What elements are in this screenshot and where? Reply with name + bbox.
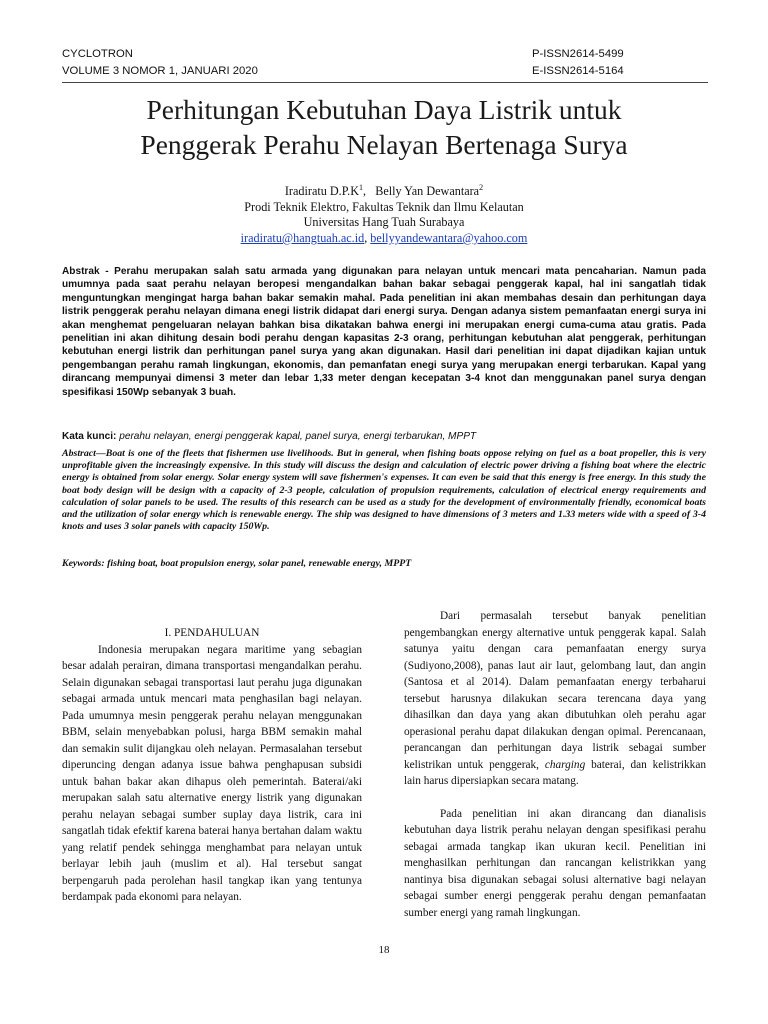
- keywords-id-text: perahu nelayan, energi penggerak kapal, panel surya, energi terbarukan, MPPT: [119, 431, 477, 442]
- email-line: [60, 231, 708, 247]
- intro-paragraph-2-b: baterai, dan kelistrikkan lain harus dipersiapkan secara matang.: [404, 758, 706, 787]
- author-2: Belly Yan Dewantara: [375, 184, 480, 199]
- affiliation-dept: Prodi Teknik Elektro, Fakultas Teknik dan Ilmu Kelautan: [244, 199, 524, 214]
- intro-paragraph-1: Indonesia merupakan negara maritime yang sebagian besar adalah perairan, dimana transportasi mengandalkan perahu. Selain digunakan sebagai transportasi laut perahu juga digunakan sebagai armada untuk mencari mata penghasilan bagi nelayan. Pada umumnya mesin penggerak perahu nelayan menggunakan BBM, selain menyebabkan polusi, harga BBM semakin mahal dan semakin sulit dijangkau oleh nelayan. Permasalahan tersebut diperuncing dengan adanya issue bahwa penghapusan subsidi untuk bahan bakar akan dihapus oleh pemerintah. Baterai/aki merupakan salah satu alternative energy listrik yang digunakan perahu nelayan sebagai sumber suplay daya listrik, cara ini sangatlah tidak efektif karena baterai hanya bertahan dalam waktu yang relatif pendek sehingga menghambat para nelayan untuk berlayar lebih jauh (muslim et al). Hal tersebut sangat berpengaruh pada perolehan hasil tangkap ikan yang tentunya berdampak pada ekonomi para nelayan.: [62, 643, 362, 903]
- email-link-1[interactable]: iradiratu@hangtuah.ac.id: [240, 230, 365, 245]
- affiliation-univ: Universitas Hang Tuah Surabaya: [303, 215, 465, 230]
- author-1: Iradiratu D.P.K: [284, 184, 359, 199]
- author-sep: ,: [363, 184, 376, 199]
- title-line-2: Penggerak Perahu Nelayan Bertenaga Surya: [140, 129, 628, 160]
- journal-name: CYCLOTRON: [62, 48, 133, 60]
- keywords-english: Keywords: fishing boat, boat propulsion energy, solar panel, renewable energy, MPPT: [62, 558, 412, 569]
- author-1-sup: 1: [359, 183, 363, 192]
- paper-title: [60, 92, 708, 162]
- header-right: [532, 46, 624, 80]
- title-line-1: Perhitungan Kebutuhan Daya Listrik untuk: [146, 94, 622, 125]
- journal-volume: VOLUME 3 NOMOR 1, JANUARI 2020: [62, 65, 258, 77]
- keywords-id-label: Kata kunci:: [62, 431, 120, 442]
- intro-paragraph-2-a: Dari permasalah tersebut banyak penelitian pengembangkan energy alternative untuk penggerak kapal. Salah satunya yaitu dengan cara pemanfaatan energy surya (Sudiyono,2008), panas laut air laut, gelombang laut, dan angin (Santosa et al 2014). Dalam pemanfaatan energy terbaharui tersebut harusnya dilakukan secara terencana daya yang dihasilkan dan daya yang akan dibutuhkan oleh perahu agar operasional perahu dapat dilakukan dengan opimal. Perencanaan, perancangan dan perhitungan daya listrik sebagai sumber kelistrikan untuk penggerak,: [404, 610, 706, 771]
- eissn: E-ISSN2614-5164: [532, 65, 624, 77]
- author-block: [60, 180, 708, 246]
- page-number: 18: [378, 944, 390, 956]
- author-2-sup: 2: [479, 183, 484, 192]
- intro-paragraph-2: [404, 608, 706, 790]
- email-link-2[interactable]: bellyyandewantara@yahoo.com: [370, 230, 528, 245]
- author-line: [60, 180, 708, 200]
- pissn: P-ISSN2614-5499: [532, 48, 624, 60]
- abstract-english: Abstract—Boat is one of the fleets that fishermen use livelihoods. But in general, when fishing boats oppose relying on fuel as a boat propeller, this is very unprofitable given the increasingly expensive. In this study will discuss the design and calculation of electric power driving a fishing boat where the electric energy is obtained from solar energy. Solar energy system will save fishermen's expenses. It can even be said that this energy is free energy. In this study the boat body design will be design with a capacity of 2-3 people, calculation of propulsion requirements, calculation of electrical energy requirements and calculation of solar panels to be used. The results of this research can be used as a study for the development of environmentally friendly, economical boats and the utilization of solar energy which is renewable energy. The ship was designed to have dimensions of 3 meters and 1.33 meters wide with a speed of 3-4 knots and uses 3 solar panels with capacity 150Wp.: [62, 448, 706, 533]
- email-sep: ,: [364, 230, 371, 245]
- abstract-indonesian: Abstrak - Perahu merupakan salah satu armada yang digunakan para nelayan untuk mencari mata pencaharian. Namun pada umumnya pada saat perahu nelayan beropesi mengandalkan bahan bakar sebagai penggerak kapal, hal ini sangatlah tidak menguntungkan mengingat harga bahan bakar semakin mahal. Pada penelitian ini akan membahas desain dan perhitungan daya listrik penggerak perahu nelayan dimana enegi listrik didapat dari energi surya. Dengan adanya sistem pemanfaatan energi surya ini akan menghemat pengeluaran nelayan bahkan bisa dikatakan bahwa energi ini merupakan energi cuma-cuma atau gratis. Pada penelitian ini akan dihitung desain bodi perahu dengan kapasitas 2-3 orang, perhitungan kebutuhan alat penggerak, perhitungan kebutuhan energi listrik dan perhitungan panel surya yang akan digunakan. Hasil dari penelitian ini dapat dijadikan kajian untuk pengembangan perahu ramah lingkungan, ekonomis, dan pemanfatan enegi surya yang merupakan energi terbarukan. Kapal yang dirancang mempunyai dimensi 3 meter dan lebar 1,33 meter dengan kecepatan 3-4 knot dan menggunakan panel surya dengan spesifikasi 150Wp sebanyak 3 buah.: [62, 266, 706, 398]
- section-title: I. PENDAHULUAN: [164, 627, 260, 639]
- column-right: [404, 608, 706, 921]
- intro-paragraph-3: Pada penelitian ini akan dirancang dan dianalisis kebutuhan daya listrik perahu nelayan dengan spesifikasi perahu sebagai armada tangkap ikan ukuran kecil. Penelitian ini menghasilkan perhitungan dan rancangan kelistrikkan yang nantinya bisa digunakan sebagai solusi alternative bagi nelayan sebagai sumber energi penggerak perahu dengan pemanfaatan sumber energi yang ramah lingkungan.: [404, 807, 706, 919]
- paragraph-gap: [404, 790, 706, 806]
- header-left: [62, 46, 258, 80]
- keywords-indonesian: [62, 430, 706, 444]
- header-rule: [62, 82, 708, 83]
- intro-paragraph-2-italic: charging: [544, 758, 586, 771]
- column-left: [62, 625, 362, 906]
